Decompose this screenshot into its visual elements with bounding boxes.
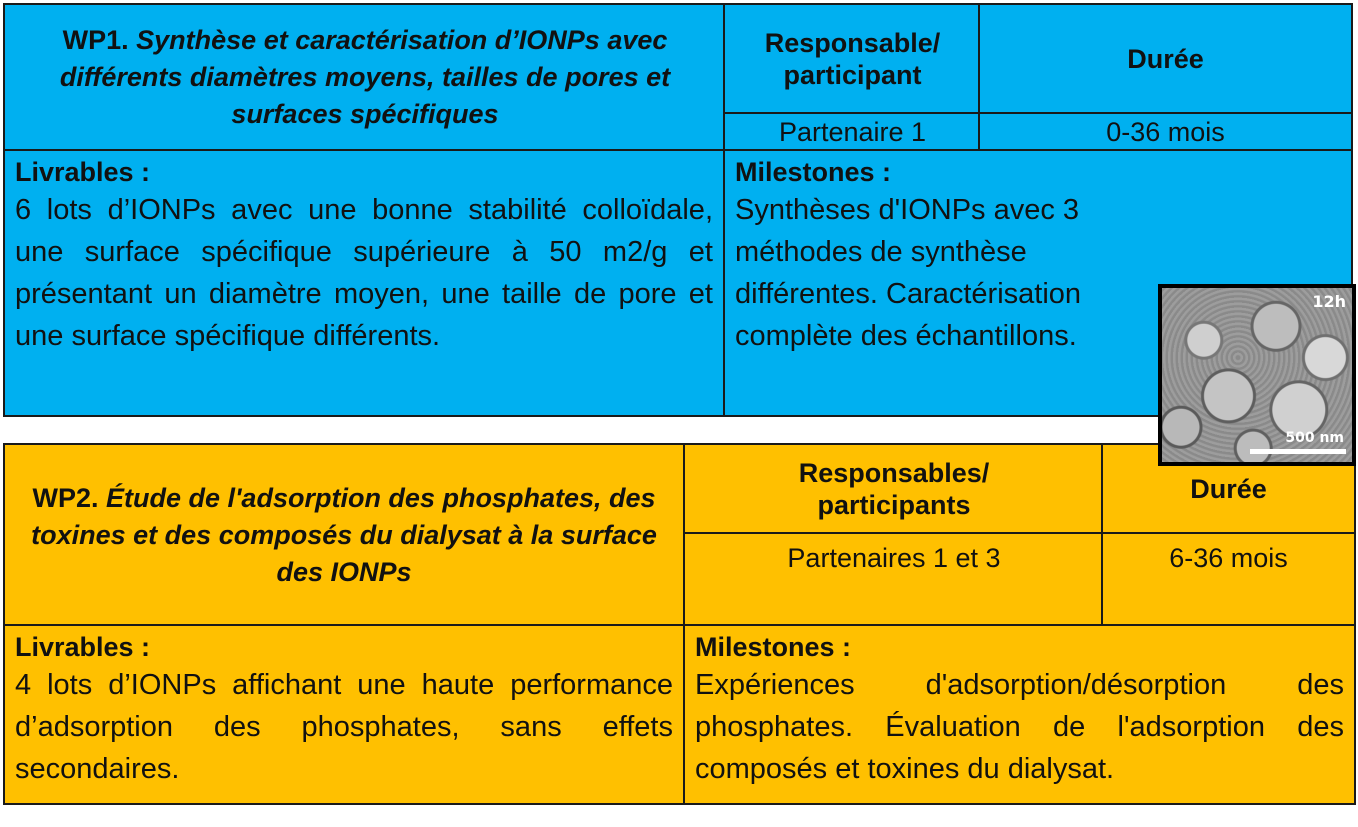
wp1-duree-header — [980, 5, 1351, 113]
wp2-title-cell — [5, 445, 683, 625]
wp1-title-number: WP1. — [62, 25, 129, 55]
wp1-responsable-value-text: Partenaire 1 — [778, 117, 927, 147]
wp1-duree-header-text: Durée — [1127, 44, 1204, 74]
wp1-responsable-header-line2: participant — [783, 60, 922, 90]
wp1-responsable-header — [725, 5, 980, 113]
wp2-livrables-label: Livrables : — [15, 632, 151, 662]
wp2-responsable-header-line2: participants — [817, 490, 971, 520]
wp1-duree-value — [980, 114, 1351, 150]
wp2-responsable-header — [685, 445, 1103, 533]
micrograph-scale-label: 500 nm — [1285, 430, 1344, 446]
wp2-duree-header-text: Durée — [1190, 474, 1267, 504]
wp1-title-text: Synthèse et caractérisation d’IONPs avec différents diamètres moyens, tailles de pores et surfaces spécifiques — [59, 25, 671, 129]
wp2-responsable-value — [685, 534, 1103, 582]
sem-micrograph-image — [1158, 284, 1356, 466]
wp2-milestones-cell — [685, 626, 1354, 803]
wp1-milestones-text: Synthèses d'IONPs avec 3 méthodes de synthèse différentes. Caractérisation complète des échantillons. — [735, 194, 1082, 352]
wp2-title-text: Étude de l'adsorption des phosphates, des toxines et des composés du dialysat à la surface des IONPs — [31, 482, 657, 587]
wp2-responsable-value-text: Partenaires 1 et 3 — [787, 543, 1001, 573]
wp2-duree-value-text: 6-36 mois — [1169, 543, 1288, 573]
wp2-milestones-label: Milestones : — [695, 632, 852, 662]
wp2-livrables-cell — [5, 626, 683, 803]
wp1-livrables-cell — [5, 151, 723, 415]
wp2-table — [3, 443, 1356, 805]
wp2-title-number: WP2. — [32, 482, 99, 513]
wp2-milestones-text: Expériences d'adsorption/désorption des phosphates. Évaluation de l'adsorption des composés et toxines du dialysat. — [695, 669, 1344, 785]
wp1-livrables-text: 6 lots d’IONPs avec une bonne stabilité colloïdale, une surface spécifique supérieure à 50 m2/g et présentant un diamètre moyen, une taille de pore et une surface spécifique différents. — [15, 194, 713, 352]
wp1-duree-value-text: 0-36 mois — [1106, 117, 1225, 147]
micrograph-time-label: 12h — [1312, 292, 1346, 311]
wp1-table — [3, 3, 1353, 417]
wp1-responsable-header-line1: Responsable/ — [764, 28, 941, 58]
wp1-responsable-value — [725, 114, 980, 150]
wp2-responsable-header-line1: Responsables/ — [798, 458, 990, 488]
wp1-milestones-label: Milestones : — [735, 157, 892, 187]
wp1-livrables-label: Livrables : — [15, 157, 151, 187]
wp2-duree-value — [1103, 534, 1354, 582]
wp2-livrables-text: 4 lots d’IONPs affichant une haute performance d’adsorption des phosphates, sans effets secondaires. — [15, 669, 673, 785]
micrograph-scale-bar — [1250, 449, 1346, 454]
wp1-title-cell — [5, 5, 725, 150]
